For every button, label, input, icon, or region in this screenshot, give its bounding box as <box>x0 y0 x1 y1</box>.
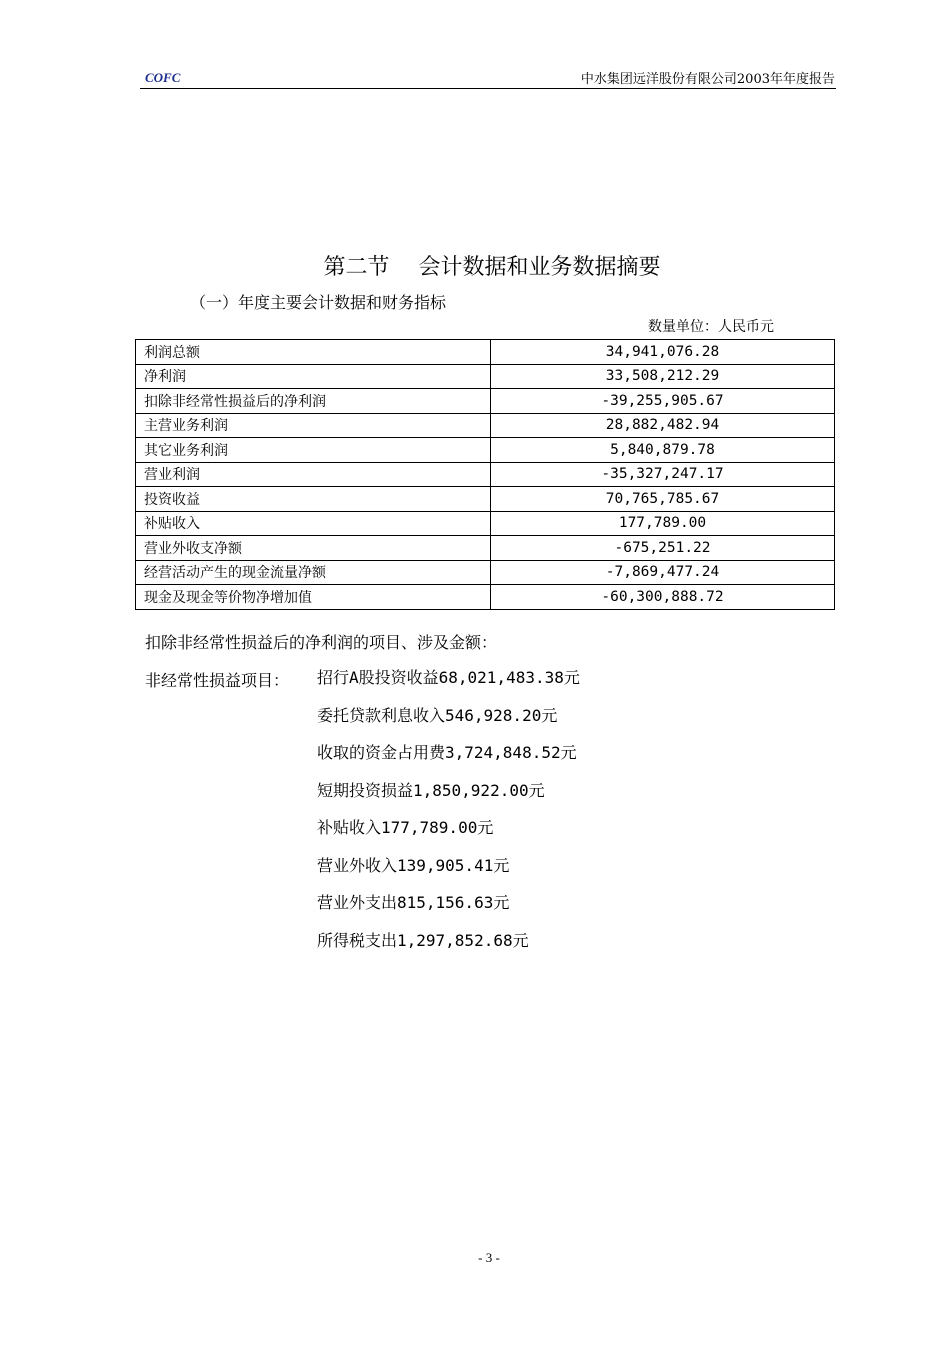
row-label: 其它业务利润 <box>136 438 491 463</box>
non-recurring-note-heading: 扣除非经常性损益后的净利润的项目、涉及金额： <box>145 633 498 652</box>
table-row <box>136 340 835 365</box>
row-value: 28,882,482.94 <box>491 413 835 438</box>
row-label: 净利润 <box>136 364 491 389</box>
header-divider <box>140 88 836 89</box>
row-value: 177,789.00 <box>491 511 835 536</box>
financial-data-table <box>135 339 835 610</box>
company-logo-text: COFC <box>145 70 181 85</box>
row-value: 34,941,076.28 <box>491 340 835 365</box>
row-label: 主营业务利润 <box>136 413 491 438</box>
row-label: 利润总额 <box>136 340 491 365</box>
currency-unit-label: 数量单位：人民币元 <box>648 319 774 335</box>
list-item: 委托贷款利息收入546,928.20元 <box>317 705 558 725</box>
row-value: 33,508,212.29 <box>491 364 835 389</box>
table-row <box>136 364 835 389</box>
table-row <box>136 511 835 536</box>
list-item: 营业外收入139,905.41元 <box>317 855 510 875</box>
row-label: 补贴收入 <box>136 511 491 536</box>
row-label: 现金及现金等价物净增加值 <box>136 585 491 610</box>
non-recurring-items-label: 非经常性损益项目： <box>145 671 290 690</box>
row-label: 营业利润 <box>136 462 491 487</box>
section-title: 第二节 会计数据和业务数据摘要 <box>323 255 661 280</box>
report-title: 中水集团远洋股份有限公司2003年年度报告 <box>580 72 835 87</box>
row-value: -675,251.22 <box>491 536 835 561</box>
row-value: 70,765,785.67 <box>491 487 835 512</box>
list-item: 招行A股投资收益68,021,483.38元 <box>317 668 580 687</box>
row-label: 扣除非经常性损益后的净利润 <box>136 389 491 414</box>
list-item: 补贴收入177,789.00元 <box>317 818 494 837</box>
list-item: 营业外支出815,156.63元 <box>317 893 510 912</box>
row-value: -60,300,888.72 <box>491 585 835 610</box>
table-row <box>136 585 835 610</box>
table-row <box>136 560 835 585</box>
table-row <box>136 438 835 463</box>
table-row <box>136 462 835 487</box>
row-value: 5,840,879.78 <box>491 438 835 463</box>
row-value: -35,327,247.17 <box>491 462 835 487</box>
row-label: 营业外收支净额 <box>136 536 491 561</box>
non-recurring-items-list <box>317 668 580 968</box>
table-row <box>136 389 835 414</box>
subsection-title: （一）年度主要会计数据和财务指标 <box>190 293 447 312</box>
list-item: 收取的资金占用费3,724,848.52元 <box>317 743 577 762</box>
table-row <box>136 413 835 438</box>
row-label: 经营活动产生的现金流量净额 <box>136 560 491 585</box>
table-row <box>136 536 835 561</box>
row-value: -7,869,477.24 <box>491 560 835 585</box>
list-item: 短期投资损益1,850,922.00元 <box>317 780 545 800</box>
row-label: 投资收益 <box>136 487 491 512</box>
list-item: 所得税支出1,297,852.68元 <box>317 930 529 950</box>
page-number: - 3 - <box>478 1250 500 1265</box>
table-row <box>136 487 835 512</box>
row-value: -39,255,905.67 <box>491 389 835 414</box>
